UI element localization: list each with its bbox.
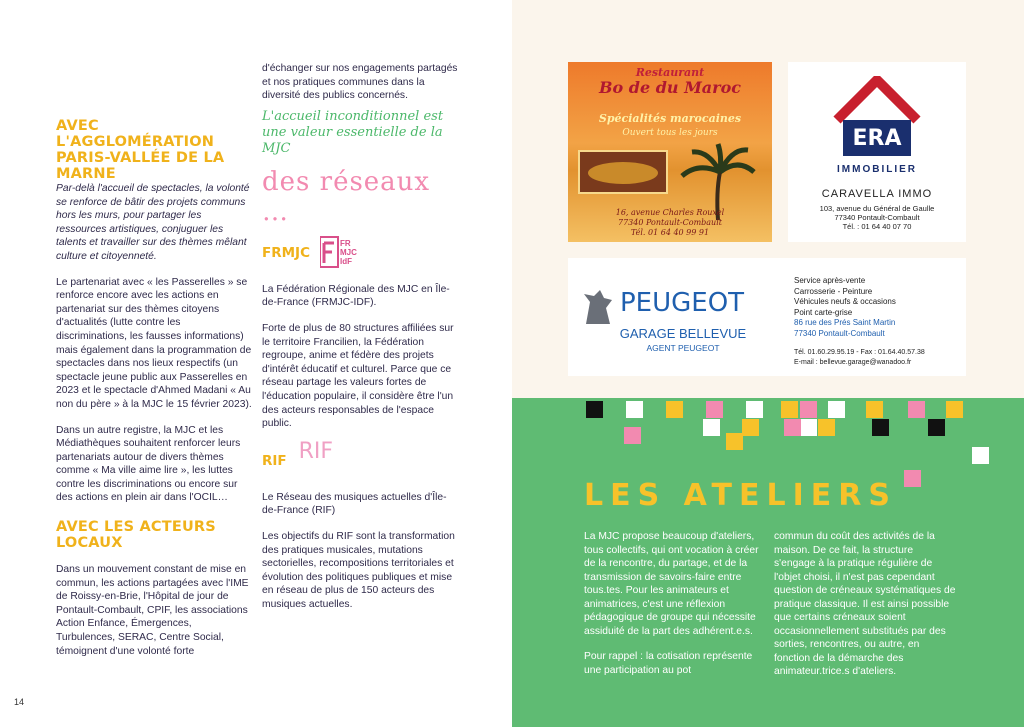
peugeot-line-3: Véhicules neufs & occasions bbox=[794, 297, 896, 307]
rif-logo-row bbox=[262, 438, 458, 481]
heading-acteurs-locaux: AVEC LES ACTEURS LOCAUX bbox=[56, 519, 216, 552]
restaurant-address-2: 77340 Pontault-Combault bbox=[618, 218, 722, 227]
restaurant-tagline: Spécialités marocaines bbox=[598, 112, 742, 125]
era-brand: ERA bbox=[852, 126, 902, 151]
passerelles-paragraph: Le partenariat avec « les Passerelles » se renforce encore avec les actions en partenariat sur des thèmes citoyens d'actualités (lutte contre les discriminations, les fausses informations) mais également dans la programmation de spectacles dans nos lieux respectifs (un spectacle jeune public aux Passerelles en 2023 et le spectacle d'Ahmed Madani « Au non du père » à la MJC le 15 février 2023). bbox=[56, 276, 252, 410]
era-agency: CARAVELLA IMMO bbox=[821, 188, 933, 200]
ateliers-paragraph-2: Pour rappel : la cotisation représente une participation au pot bbox=[584, 651, 753, 676]
peugeot-email: E-mail : bellevue.garage@wanadoo.fr bbox=[794, 359, 912, 367]
food-photo bbox=[578, 150, 668, 194]
peugeot-ad bbox=[568, 258, 966, 376]
era-phone: Tél. : 01 64 40 07 70 bbox=[842, 222, 912, 231]
ateliers-column-1 bbox=[584, 530, 766, 689]
engagements-paragraph: d'échanger sur nos engagements partagés et nos pratiques communes dans la diversité des publics concernés. bbox=[262, 63, 458, 102]
restaurant-name: Bo de du Maroc bbox=[598, 78, 741, 97]
ateliers-title: LES ATELIERS bbox=[584, 478, 897, 513]
mediatheques-paragraph: Dans un autre registre, la MJC et les Médiathèques souhaitent renforcer leurs partenariats autour de divers thèmes comme « Ma ville aime lire », les luttes contre les discriminations ou encore sur des actions en plein air dans l'OCIL… bbox=[56, 424, 241, 504]
peugeot-agent: AGENT PEUGEOT bbox=[646, 343, 720, 353]
frmjc-label: FRMJC bbox=[262, 244, 310, 261]
peugeot-lion-icon bbox=[580, 288, 616, 328]
federation-paragraph: Forte de plus de 80 structures affiliées sur le territoire Francilien, la Fédération regroupe, anime et fédère des projets d'intérêt éducatif et culturel. Parce que ce réseau partage les valeurs fortes de l'éducation populaire, il considère être l'un des acteurs responsables de l'espace public. bbox=[262, 322, 454, 430]
peugeot-address-1: 86 rue des Prés Saint Martin bbox=[794, 318, 896, 328]
ateliers-paragraph-1: La MJC propose beaucoup d'ateliers, tous collectifs, qui ont vocation à créer de la rencontre, du partage, et de la transmission de savoirs-faire entre tous.tes. Pour les animateurs et animatrices, c'est une réflexion pédagogique de groupe qui nécessite assiduité de la part des adhérent.e.s. bbox=[584, 531, 759, 637]
acteurs-paragraph: Dans un mouvement constant de mise en commun, les actions partagées avec l'IME de Roissy-en-Brie, l'Hôpital de jour de Pontault-Combault, CPIF, les associations Action Enfance, Émergences, Turbulences, SERAC, Centre Social, témoignent d'une volonté forte bbox=[56, 564, 249, 657]
restaurant-address-1: 16, avenue Charles Rouxel bbox=[615, 208, 725, 217]
peugeot-phone: Tél. 01.60.29.95.19 - Fax : 01.64.40.57.38 bbox=[794, 348, 925, 356]
restaurant-phone: Tél. 01 64 40 99 91 bbox=[630, 228, 710, 237]
peugeot-line-1: Service après-vente bbox=[794, 276, 866, 285]
era-address-2: 77340 Pontault-Combault bbox=[834, 213, 920, 222]
rif-logo bbox=[297, 438, 343, 481]
frmjc-logo bbox=[320, 235, 366, 273]
rif-label: RIF bbox=[262, 452, 287, 469]
peugeot-garage: GARAGE BELLEVUE bbox=[619, 326, 747, 341]
peugeot-services bbox=[794, 276, 964, 369]
restaurant-ad bbox=[568, 62, 772, 242]
ateliers-column-2 bbox=[774, 530, 956, 691]
networks-title: des réseaux … bbox=[262, 166, 431, 227]
era-address-1: 103, avenue du Général de Gaulle bbox=[819, 204, 935, 213]
heading-agglomeration: AVEC L'AGGLOMÉRATION PARIS-VALLÉE DE LA MARNE bbox=[56, 118, 225, 182]
ateliers-paragraph-3: commun du coût des activités de la maison. De ce fait, la structure s'engage à la pratique régulière de l'objet choisi, il n'est pas cependant question de créneaux systématiques de pratique classique. Il est ainsi possible que certains créneaux soient occasionnellement substitués par des sorties, rencontres, ou autre, en fonction de la démarche des animateur.trice.s d'ateliers. bbox=[774, 531, 956, 677]
page-number: 14 bbox=[14, 697, 25, 707]
peugeot-line-2: Carrosserie - Peinture bbox=[794, 286, 873, 296]
era-ad bbox=[788, 62, 966, 242]
era-sub: IMMOBILIER bbox=[837, 164, 917, 175]
peugeot-address-2: 77340 Pontault-Combault bbox=[794, 328, 885, 338]
restaurant-hours: Ouvert tous les jours bbox=[622, 128, 718, 138]
frmjc-logo-row bbox=[262, 235, 458, 273]
peugeot-line-4: Point carte-grise bbox=[794, 307, 853, 317]
intro-paragraph: Par-delà l'accueil de spectacles, la volonté se renforce de bâtir des projets communs hors les murs, pour partager les ressources artistiques, conjuguer les talents et travailler sur des thèmes mêlant culture et citoyenneté. bbox=[56, 183, 250, 262]
left-column-2 bbox=[262, 62, 458, 623]
quote-accueil: L'accueil inconditionnel est une valeur essentielle de la MJC bbox=[262, 108, 444, 156]
frmjc-paragraph: La Fédération Régionale des MJC en Île-de-France (FRMJC-IDF). bbox=[262, 283, 450, 309]
frmjc-logo-text: FR MJC IdF bbox=[339, 238, 357, 266]
restaurant-label: Restaurant bbox=[635, 66, 705, 79]
rif-logo-text: RIF bbox=[298, 438, 334, 464]
left-column-1 bbox=[56, 118, 252, 670]
rif-objectives-paragraph: Les objectifs du RIF sont la transformation des pratiques musicales, mutations sectorielles, recompositions territoriales et évolution des politiques publiques et mise en réseau de plus de 150 acteurs des musiques actuelles. bbox=[262, 530, 455, 610]
peugeot-brand: PEUGEOT bbox=[620, 288, 745, 318]
rif-paragraph: Le Réseau des musiques actuelles d'Île-de-France (RIF) bbox=[262, 491, 447, 517]
